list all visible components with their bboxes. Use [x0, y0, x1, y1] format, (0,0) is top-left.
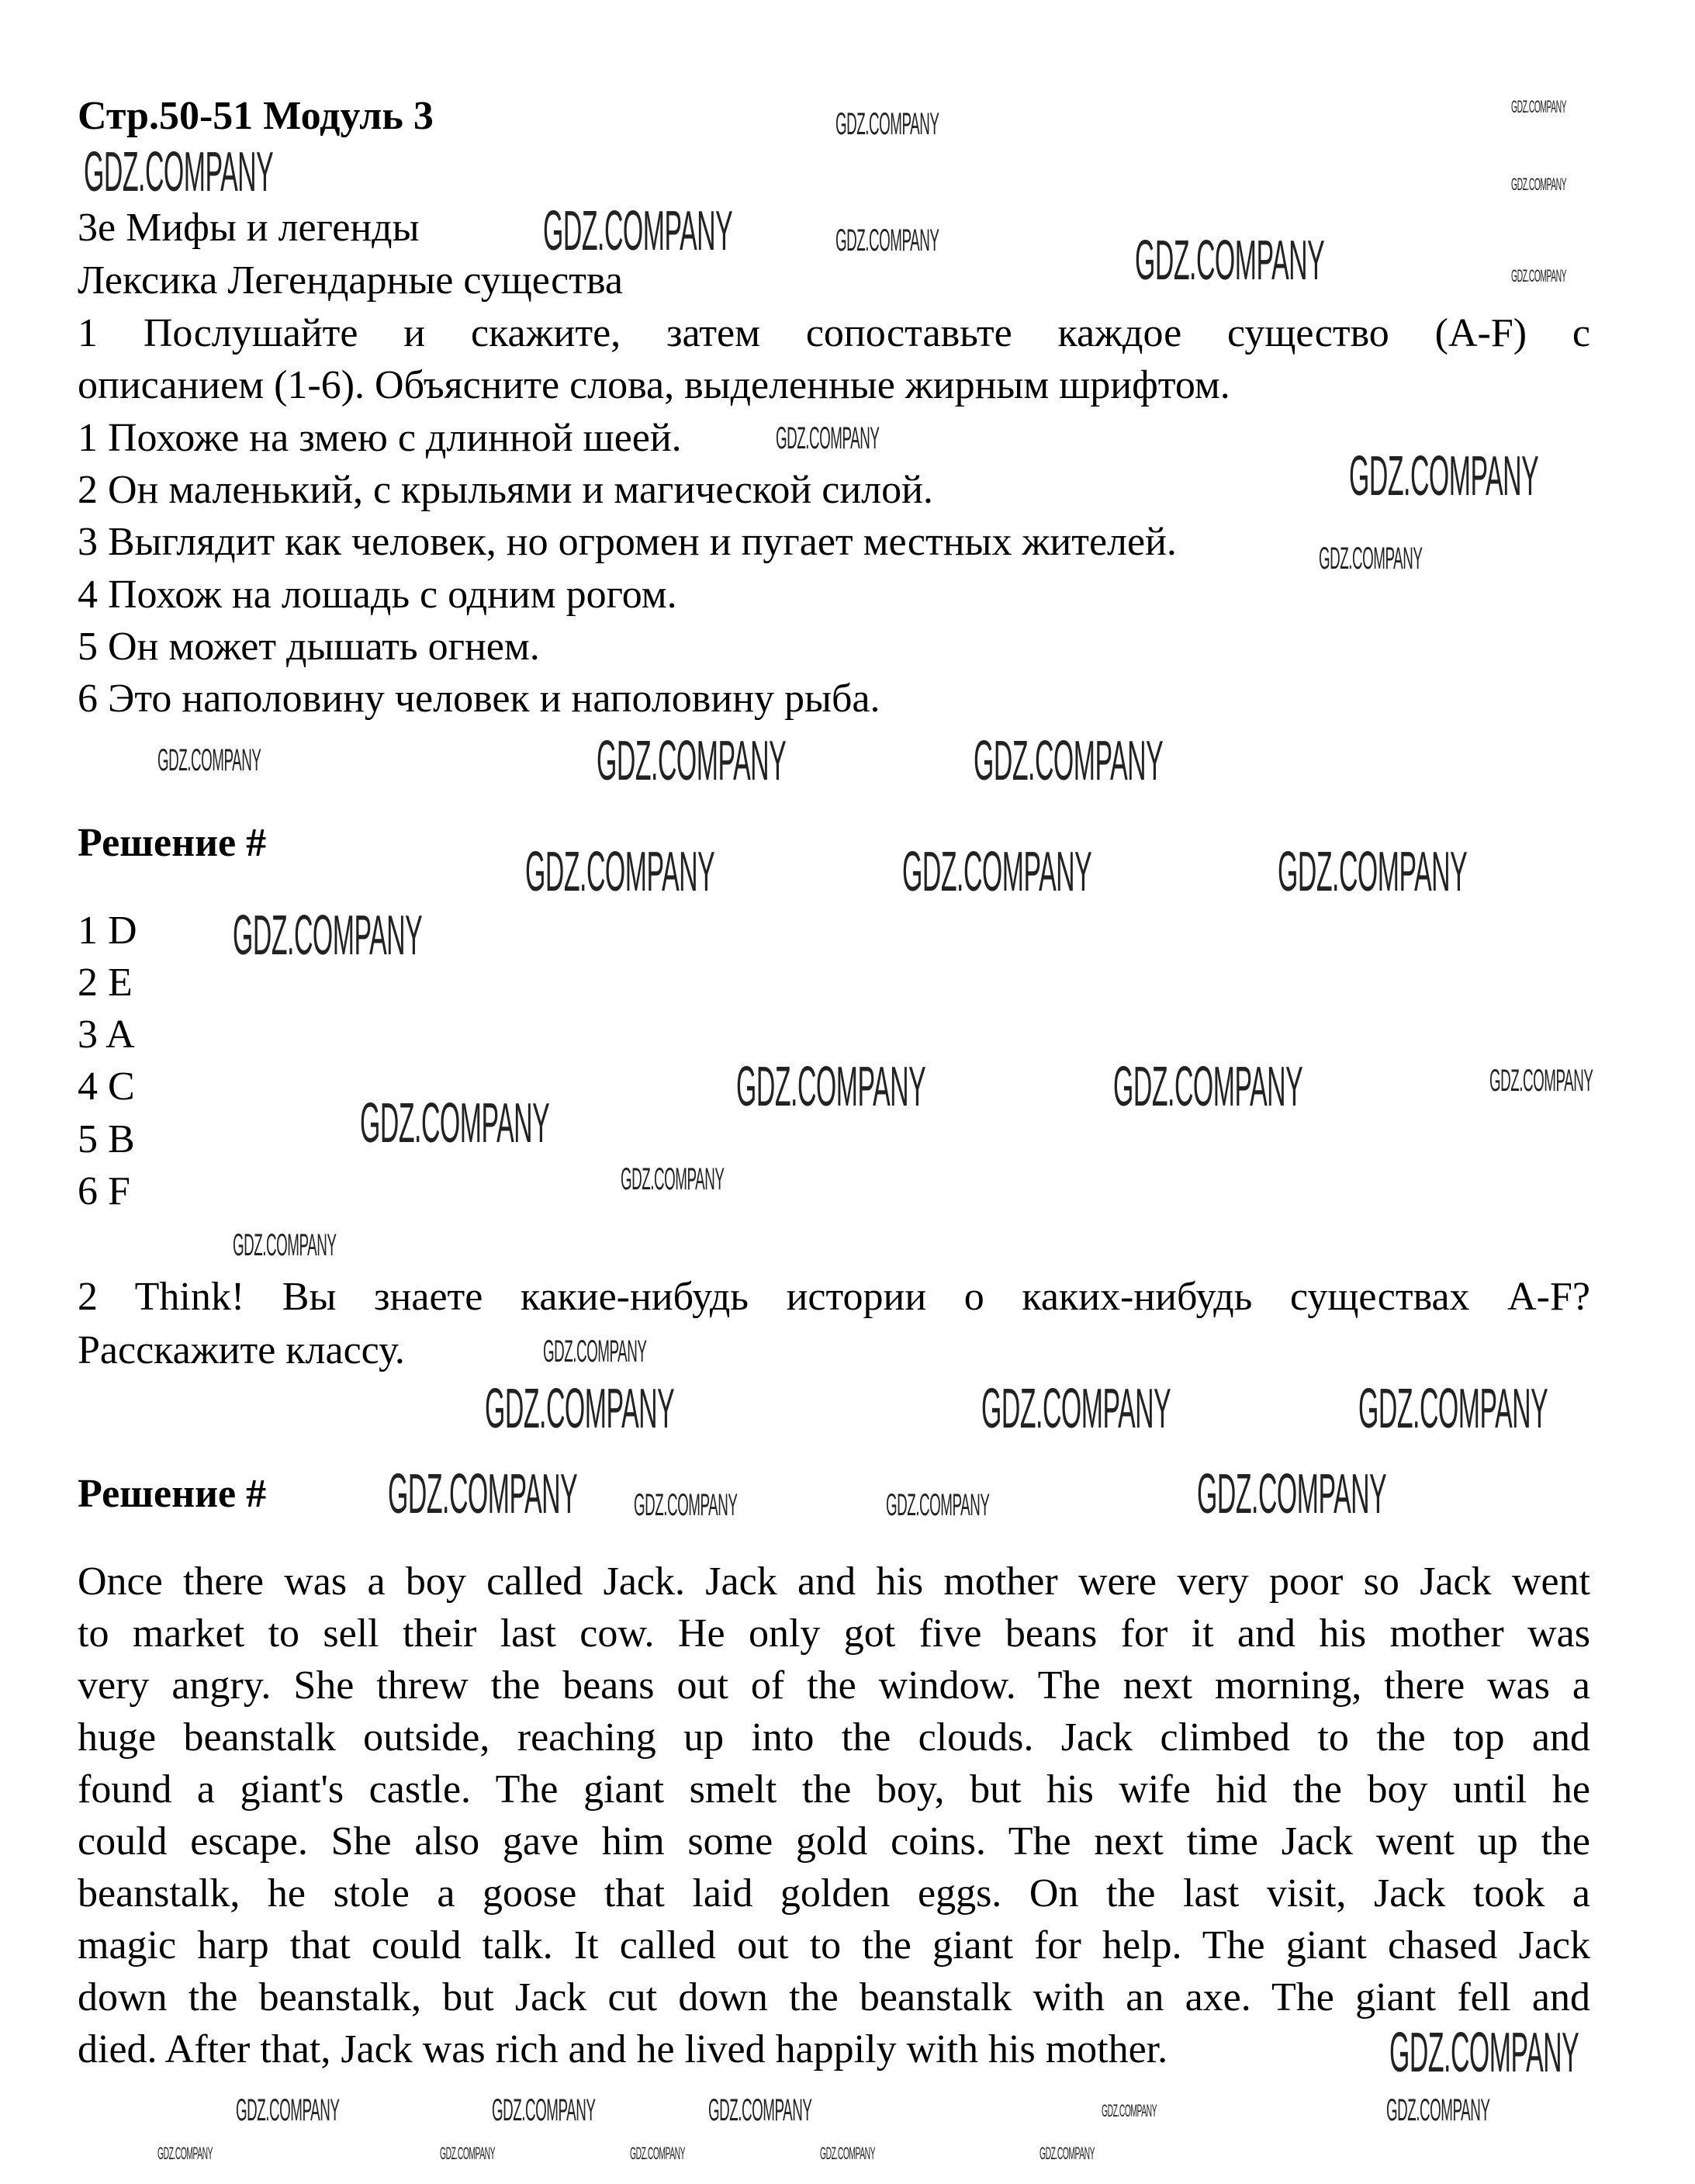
watermark: GDZ.COMPANY — [360, 1092, 550, 1154]
watermark: GDZ.COMPANY — [1389, 2022, 1579, 2084]
watermark: GDZ.COMPANY — [981, 1378, 1171, 1440]
watermark: GDZ.COMPANY — [1278, 841, 1468, 903]
watermark: GDZ.COMPANY — [621, 1162, 725, 1196]
story-line: beanstalk, he stole a goose that laid golden eggs. On the last visit, Jack took a — [78, 1871, 1590, 1916]
watermark: GDZ.COMPANY — [525, 841, 715, 903]
task1-item: 1 Похоже на змею с длинной шеей. — [78, 416, 682, 460]
story-line: found a giant's castle. The giant smelt the boy, but his wife hid the boy until he — [78, 1767, 1590, 1812]
watermark: GDZ.COMPANY — [886, 1488, 990, 1522]
watermark: GDZ.COMPANY — [388, 1463, 578, 1525]
answer: 3 A — [78, 1012, 135, 1057]
watermark: GDZ.COMPANY — [1113, 1056, 1303, 1118]
watermark: GDZ.COMPANY — [236, 2093, 340, 2127]
watermark: GDZ.COMPANY — [233, 1228, 337, 1262]
watermark: GDZ.COMPANY — [1135, 230, 1325, 292]
page-title: Стр.50-51 Модуль 3 — [78, 94, 434, 138]
task1-instruction-line: описанием (1-6). Объясните слова, выделенные жирным шрифтом. — [78, 363, 1230, 407]
story-line: very angry. She threw the beans out of the window. The next morning, there was a — [78, 1663, 1590, 1708]
watermark: GDZ.COMPANY — [84, 141, 274, 203]
watermark: GDZ.COMPANY — [1386, 2093, 1490, 2127]
answer: 2 E — [78, 960, 133, 1005]
watermark: GDZ.COMPANY — [597, 730, 787, 792]
watermark: GDZ.COMPANY — [974, 730, 1164, 792]
section-subtitle: Лексика Легендарные существа — [78, 258, 623, 303]
watermark: GDZ.COMPANY — [157, 2144, 213, 2163]
story-line: huge beanstalk outside, reaching up into the clouds. Jack climbed to the top and — [78, 1715, 1590, 1760]
task1-item: 2 Он маленький, с крыльями и магической силой. — [78, 468, 933, 512]
watermark: GDZ.COMPANY — [543, 200, 733, 262]
watermark: GDZ.COMPANY — [492, 2093, 596, 2127]
task1-item: 6 Это наполовину человек и наполовину рыба. — [78, 677, 880, 721]
story-line: died. After that, Jack was rich and he lived happily with his mother. — [78, 2027, 1168, 2072]
section-title: 3e Мифы и легенды — [78, 206, 420, 250]
watermark: GDZ.COMPANY — [820, 2144, 876, 2163]
watermark: GDZ.COMPANY — [835, 107, 939, 141]
solution1-heading: Решение # — [78, 821, 267, 865]
task1-instruction-line: 1 Послушайте и скажите, затем сопоставьте каждое существо (A-F) с — [78, 311, 1590, 355]
watermark: GDZ.COMPANY — [1102, 2101, 1157, 2120]
task2-line: Расскажите классу. — [78, 1328, 405, 1372]
watermark: GDZ.COMPANY — [1319, 542, 1423, 576]
watermark: GDZ.COMPANY — [1511, 175, 1567, 194]
answer: 6 F — [78, 1169, 130, 1213]
task2-line: 2 Think! Вы знаете какие-нибудь истории о каких-нибудь существах A-F? — [78, 1275, 1590, 1319]
story-line: magic harp that could talk. It called out to the giant for help. The giant chased Jack — [78, 1923, 1590, 1968]
watermark: GDZ.COMPANY — [543, 1334, 647, 1369]
task1-item: 3 Выглядит как человек, но огромен и пугает местных жителей. — [78, 520, 1177, 564]
task1-item: 4 Похож на лошадь с одним рогом. — [78, 573, 677, 617]
watermark: GDZ.COMPANY — [1039, 2144, 1095, 2163]
answer: 1 D — [78, 909, 137, 953]
watermark: GDZ.COMPANY — [440, 2144, 496, 2163]
story-line: Once there was a boy called Jack. Jack and his mother were very poor so Jack went — [78, 1559, 1590, 1604]
watermark: GDZ.COMPANY — [1349, 445, 1539, 507]
watermark: GDZ.COMPANY — [736, 1056, 926, 1118]
watermark: GDZ.COMPANY — [233, 905, 423, 967]
story-line: could escape. She also gave him some gold coins. The next time Jack went up the — [78, 1819, 1590, 1864]
story-line: to market to sell their last cow. He only got five beans for it and his mother was — [78, 1611, 1590, 1656]
watermark: GDZ.COMPANY — [1197, 1463, 1387, 1525]
story-line: down the beanstalk, but Jack cut down the beanstalk with an axe. The giant fell and — [78, 1975, 1590, 2020]
task1-item: 5 Он может дышать огнем. — [78, 625, 540, 669]
watermark: GDZ.COMPANY — [1489, 1064, 1593, 1098]
watermark: GDZ.COMPANY — [1358, 1378, 1548, 1440]
watermark: GDZ.COMPANY — [835, 223, 939, 258]
solution2-heading: Решение # — [78, 1472, 267, 1516]
watermark: GDZ.COMPANY — [708, 2093, 812, 2127]
watermark: GDZ.COMPANY — [1511, 97, 1567, 116]
watermark: GDZ.COMPANY — [630, 2144, 686, 2163]
watermark: GDZ.COMPANY — [485, 1378, 675, 1440]
answer: 4 C — [78, 1064, 135, 1109]
watermark: GDZ.COMPANY — [157, 743, 261, 777]
watermark: GDZ.COMPANY — [902, 841, 1092, 903]
answer: 5 B — [78, 1117, 135, 1161]
watermark: GDZ.COMPANY — [776, 421, 880, 455]
watermark: GDZ.COMPANY — [1511, 266, 1567, 286]
watermark: GDZ.COMPANY — [634, 1488, 738, 1522]
